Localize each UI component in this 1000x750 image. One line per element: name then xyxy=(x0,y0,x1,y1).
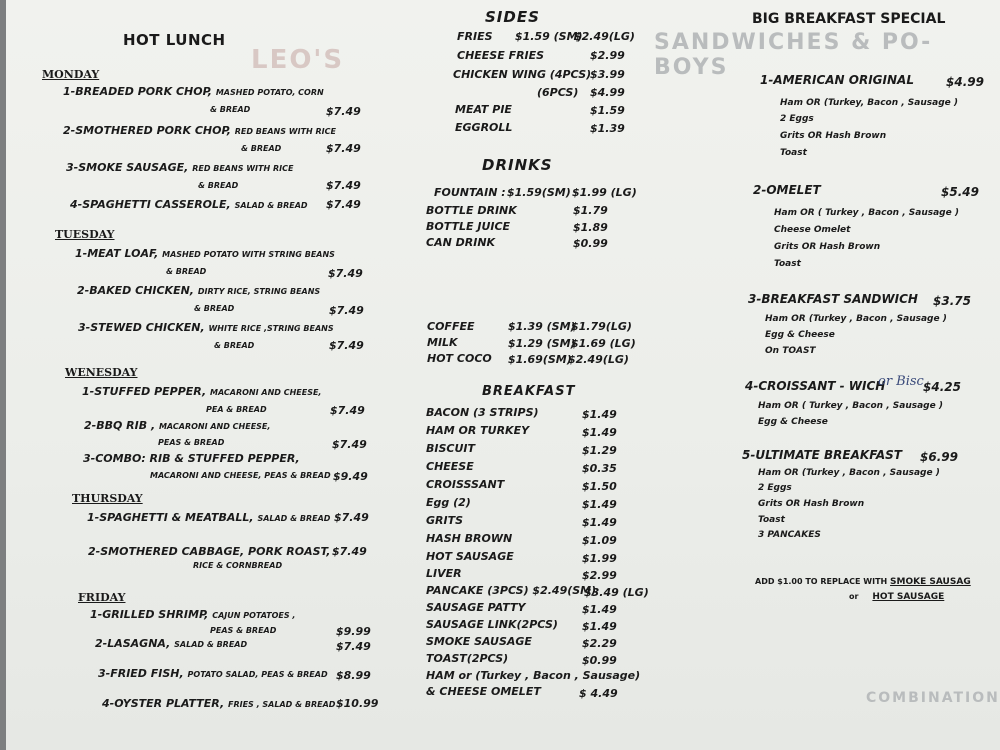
sides-row-6-price: $1.39 xyxy=(590,122,625,135)
breakfast-row-10: LIVER xyxy=(426,567,462,580)
special-3-line-3: On TOAST xyxy=(765,346,816,356)
monday-item-2: 2-SMOTHERED PORK CHOP, RED BEANS WITH RICE xyxy=(63,124,336,137)
drinks-row-6-lg: $1.69 (LG) xyxy=(571,337,636,350)
sides-row-2: CHEESE FRIES xyxy=(457,49,545,62)
breakfast-row-12-price: $1.49 xyxy=(582,603,617,616)
special-4-line-2: Egg & Cheese xyxy=(758,417,828,427)
breakfast-row-3: BISCUIT xyxy=(426,442,476,455)
wednesday-item-1-desc: PEA & BREAD xyxy=(206,405,267,414)
tuesday-item-3: 3-STEWED CHICKEN, WHITE RICE ,STRING BEANS xyxy=(78,321,334,334)
special-3-price: $3.75 xyxy=(933,294,971,308)
breakfast-row-11: PANCAKE (3PCS) $2.49(SM) xyxy=(426,584,597,597)
drinks-row-1-sm: $1.59(SM) xyxy=(507,186,571,199)
tuesday-item-1-price: $7.49 xyxy=(328,267,363,280)
tuesday-item-3-desc: & BREAD xyxy=(214,341,255,350)
special-2-line-3: Grits OR Hash Brown xyxy=(774,242,881,252)
wednesday-item-2-desc: PEAS & BREAD xyxy=(158,438,225,447)
thursday-item-2: 2-SMOTHERED CABBAGE, PORK ROAST, xyxy=(88,545,331,558)
special-1-line-4: Toast xyxy=(780,148,807,158)
breakfast-row-4: CHEESE xyxy=(426,460,474,473)
tuesday-heading: TUESDAY xyxy=(55,228,115,241)
breakfast-row-16: HAM or (Turkey , Bacon , Sausage) xyxy=(426,669,641,682)
monday-item-1: 1-BREADED PORK CHOP, MASHED POTATO, CORN xyxy=(63,85,324,98)
ghost-combination-heading: COMBINATION xyxy=(866,690,1000,706)
tuesday-item-2: 2-BAKED CHICKEN, DIRTY RICE, STRING BEANS xyxy=(77,284,321,297)
breakfast-row-5-price: $1.50 xyxy=(582,480,617,493)
drinks-row-5-sm: $1.39 (SM) xyxy=(508,320,576,333)
breakfast-row-2-price: $1.49 xyxy=(582,426,617,439)
breakfast-row-13: SAUSAGE LINK(2PCS) xyxy=(426,618,558,631)
wednesday-heading: WENESDAY xyxy=(65,366,138,379)
special-1-price: $4.99 xyxy=(946,75,984,89)
sides-row-1: FRIES xyxy=(457,30,493,43)
replace-sausage-note-2: or HOT SAUSAGE xyxy=(849,592,945,602)
special-2-line-4: Toast xyxy=(774,259,801,269)
breakfast-row-2: HAM OR TURKEY xyxy=(426,424,530,437)
special-1-line-3: Grits OR Hash Brown xyxy=(780,131,887,141)
special-5-line-5: 3 PANCAKES xyxy=(758,530,821,540)
drinks-row-7: HOT COCO xyxy=(427,352,492,365)
monday-item-2-price: $7.49 xyxy=(326,142,361,155)
monday-item-2-desc: & BREAD xyxy=(241,144,282,153)
monday-item-4: 4-SPAGHETTI CASSEROLE, SALAD & BREAD xyxy=(70,198,308,211)
breakfast-row-15-price: $0.99 xyxy=(582,654,617,667)
breakfast-title: BREAKFAST xyxy=(482,384,576,399)
monday-item-3-desc: & BREAD xyxy=(198,181,239,190)
breakfast-row-1-price: $1.49 xyxy=(582,408,617,421)
friday-item-3: 3-FRIED FISH, POTATO SALAD, PEAS & BREAD xyxy=(98,667,328,680)
sides-row-5-price: $1.59 xyxy=(590,104,625,117)
wednesday-item-1: 1-STUFFED PEPPER, MACARONI AND CHEESE, xyxy=(82,385,322,398)
breakfast-row-13-price: $1.49 xyxy=(582,620,617,633)
drinks-row-5-lg: $1.79(LG) xyxy=(571,320,632,333)
monday-heading: MONDAY xyxy=(42,68,100,81)
monday-item-3: 3-SMOKE SAUSAGE, RED BEANS WITH RICE xyxy=(66,161,294,174)
wednesday-item-3-price: $9.49 xyxy=(333,470,368,483)
monday-item-4-price: $7.49 xyxy=(326,198,361,211)
monday-item-3-price: $7.49 xyxy=(326,179,361,192)
sides-title: SIDES xyxy=(485,8,540,26)
breakfast-row-14: SMOKE SAUSAGE xyxy=(426,635,532,648)
breakfast-row-6: Egg (2) xyxy=(426,496,471,509)
special-3-name: 3-BREAKFAST SANDWICH xyxy=(748,292,918,306)
breakfast-row-6-price: $1.49 xyxy=(582,498,617,511)
friday-item-1: 1-GRILLED SHRIMP, CAJUN POTATOES , xyxy=(90,608,296,621)
special-1-line-2: 2 Eggs xyxy=(780,114,814,124)
breakfast-row-3-price: $1.29 xyxy=(582,444,617,457)
special-1-name: 1-AMERICAN ORIGINAL xyxy=(760,73,914,87)
thursday-heading: THURSDAY xyxy=(72,492,143,505)
drinks-row-3: BOTTLE JUICE xyxy=(426,220,511,233)
breakfast-row-9: HOT SAUSAGE xyxy=(426,550,514,563)
special-5-line-1: Ham OR (Turkey , Bacon , Sausage ) xyxy=(758,468,940,478)
special-3-line-1: Ham OR (Turkey , Bacon , Sausage ) xyxy=(765,314,947,324)
replace-sausage-note: ADD $1.00 TO REPLACE WITH SMOKE SAUSAG xyxy=(755,577,971,587)
special-1-line-1: Ham OR (Turkey, Bacon , Sausage ) xyxy=(780,98,958,108)
special-2-name: 2-OMELET xyxy=(753,183,821,197)
sides-row-4: (6PCS) xyxy=(537,86,579,99)
special-5-line-3: Grits OR Hash Brown xyxy=(758,499,865,509)
friday-item-2-price: $7.49 xyxy=(336,640,371,653)
drinks-row-1-lg: $1.99 (LG) xyxy=(572,186,637,199)
breakfast-row-12: SAUSAGE PATTY xyxy=(426,601,526,614)
special-4-name: 4-CROISSANT - WICH xyxy=(745,379,886,393)
friday-item-4: 4-OYSTER PLATTER, FRIES , SALAD & BREAD xyxy=(102,697,336,710)
breakfast-row-9-price: $1.99 xyxy=(582,552,617,565)
friday-item-1-desc: PEAS & BREAD xyxy=(210,626,277,635)
breakfast-row-4-price: $0.35 xyxy=(582,462,617,475)
breakfast-row-15: TOAST(2PCS) xyxy=(426,652,509,665)
breakfast-row-10-price: $2.99 xyxy=(582,569,617,582)
special-3-line-2: Egg & Cheese xyxy=(765,330,835,340)
thursday-item-1-price: $7.49 xyxy=(334,511,369,524)
tuesday-item-1-desc: & BREAD xyxy=(166,267,207,276)
thursday-item-2-desc: RICE & CORNBREAD xyxy=(193,561,283,570)
wednesday-item-3-desc: MACARONI AND CHEESE, PEAS & BREAD xyxy=(150,471,331,480)
breakfast-row-8: HASH BROWN xyxy=(426,532,513,545)
monday-item-1-desc: & BREAD xyxy=(210,105,251,114)
menu-sheet xyxy=(6,0,1000,750)
friday-item-3-price: $8.99 xyxy=(336,669,371,682)
friday-item-1-price: $9.99 xyxy=(336,625,371,638)
sides-row-5: MEAT PIE xyxy=(455,103,512,116)
drinks-row-5: COFFEE xyxy=(427,320,475,333)
breakfast-row-17-price: $ 4.49 xyxy=(579,687,618,700)
drinks-row-4-price: $0.99 xyxy=(573,237,608,250)
special-4-handwritten-note: or Bisc xyxy=(878,374,924,389)
ghost-leos-logo: LEO'S xyxy=(251,45,345,75)
sides-row-6: EGGROLL xyxy=(455,121,513,134)
tuesday-item-3-price: $7.49 xyxy=(329,339,364,352)
friday-heading: FRIDAY xyxy=(78,591,126,604)
drinks-row-6: MILK xyxy=(427,336,458,349)
wednesday-item-2: 2-BBQ RIB , MACARONI AND CHEESE, xyxy=(84,419,271,432)
drinks-row-4: CAN DRINK xyxy=(426,236,496,249)
breakfast-row-14-price: $2.29 xyxy=(582,637,617,650)
special-2-price: $5.49 xyxy=(941,185,979,199)
special-5-line-4: Toast xyxy=(758,515,785,525)
special-4-price: $4.25 xyxy=(923,380,961,394)
sides-row-1-lg: $2.49(LG) xyxy=(574,30,635,43)
tuesday-item-2-price: $7.49 xyxy=(329,304,364,317)
tuesday-item-2-desc: & BREAD xyxy=(194,304,235,313)
drinks-row-1: FOUNTAIN : xyxy=(434,186,506,199)
drinks-row-2: BOTTLE DRINK xyxy=(426,204,517,217)
drinks-row-7-sm: $1.69(SM) xyxy=(508,353,572,366)
sides-row-3-price: $3.99 xyxy=(590,68,625,81)
special-4-line-1: Ham OR ( Turkey , Bacon , Sausage ) xyxy=(758,401,943,411)
special-5-price: $6.99 xyxy=(920,450,958,464)
drinks-row-2-price: $1.79 xyxy=(573,204,608,217)
drinks-row-7-lg: $2.49(LG) xyxy=(568,353,629,366)
breakfast-row-17: & CHEESE OMELET xyxy=(426,685,541,698)
drinks-title: DRINKS xyxy=(482,156,553,174)
breakfast-row-8-price: $1.09 xyxy=(582,534,617,547)
breakfast-row-7: GRITS xyxy=(426,514,464,527)
breakfast-row-5: CROISSSANT xyxy=(426,478,505,491)
tuesday-item-1: 1-MEAT LOAF, MASHED POTATO WITH STRING BEANS xyxy=(75,247,335,260)
hot-lunch-title: HOT LUNCH xyxy=(123,31,226,49)
special-5-name: 5-ULTIMATE BREAKFAST xyxy=(742,448,902,462)
special-2-line-1: Ham OR ( Turkey , Bacon , Sausage ) xyxy=(774,208,959,218)
special-2-line-2: Cheese Omelet xyxy=(774,225,851,235)
thursday-item-1: 1-SPAGHETTI & MEATBALL, SALAD & BREAD xyxy=(87,511,331,524)
sides-row-4-price: $4.99 xyxy=(590,86,625,99)
drinks-row-6-sm: $1.29 (SM) xyxy=(508,337,576,350)
ghost-sandwiches-heading: SANDWICHES & PO-BOYS xyxy=(654,30,933,80)
friday-item-4-price: $10.99 xyxy=(336,697,379,710)
special-5-line-2: 2 Eggs xyxy=(758,483,792,493)
breakfast-row-11-price: $3.49 (LG) xyxy=(584,586,649,599)
sides-row-3: CHICKEN WING (4PCS) xyxy=(453,68,592,81)
wednesday-item-3: 3-COMBO: RIB & STUFFED PEPPER, xyxy=(83,452,300,465)
breakfast-row-1: BACON (3 STRIPS) xyxy=(426,406,539,419)
drinks-row-3-price: $1.89 xyxy=(573,221,608,234)
breakfast-row-7-price: $1.49 xyxy=(582,516,617,529)
wednesday-item-2-price: $7.49 xyxy=(332,438,367,451)
sides-row-1-sm: $1.59 (SM) xyxy=(515,30,583,43)
sides-row-2-price: $2.99 xyxy=(590,49,625,62)
monday-item-1-price: $7.49 xyxy=(326,105,361,118)
thursday-item-2-price: $7.49 xyxy=(332,545,367,558)
wednesday-item-1-price: $7.49 xyxy=(330,404,365,417)
friday-item-2: 2-LASAGNA, SALAD & BREAD xyxy=(95,637,248,650)
big-breakfast-title: BIG BREAKFAST SPECIAL xyxy=(752,11,946,27)
